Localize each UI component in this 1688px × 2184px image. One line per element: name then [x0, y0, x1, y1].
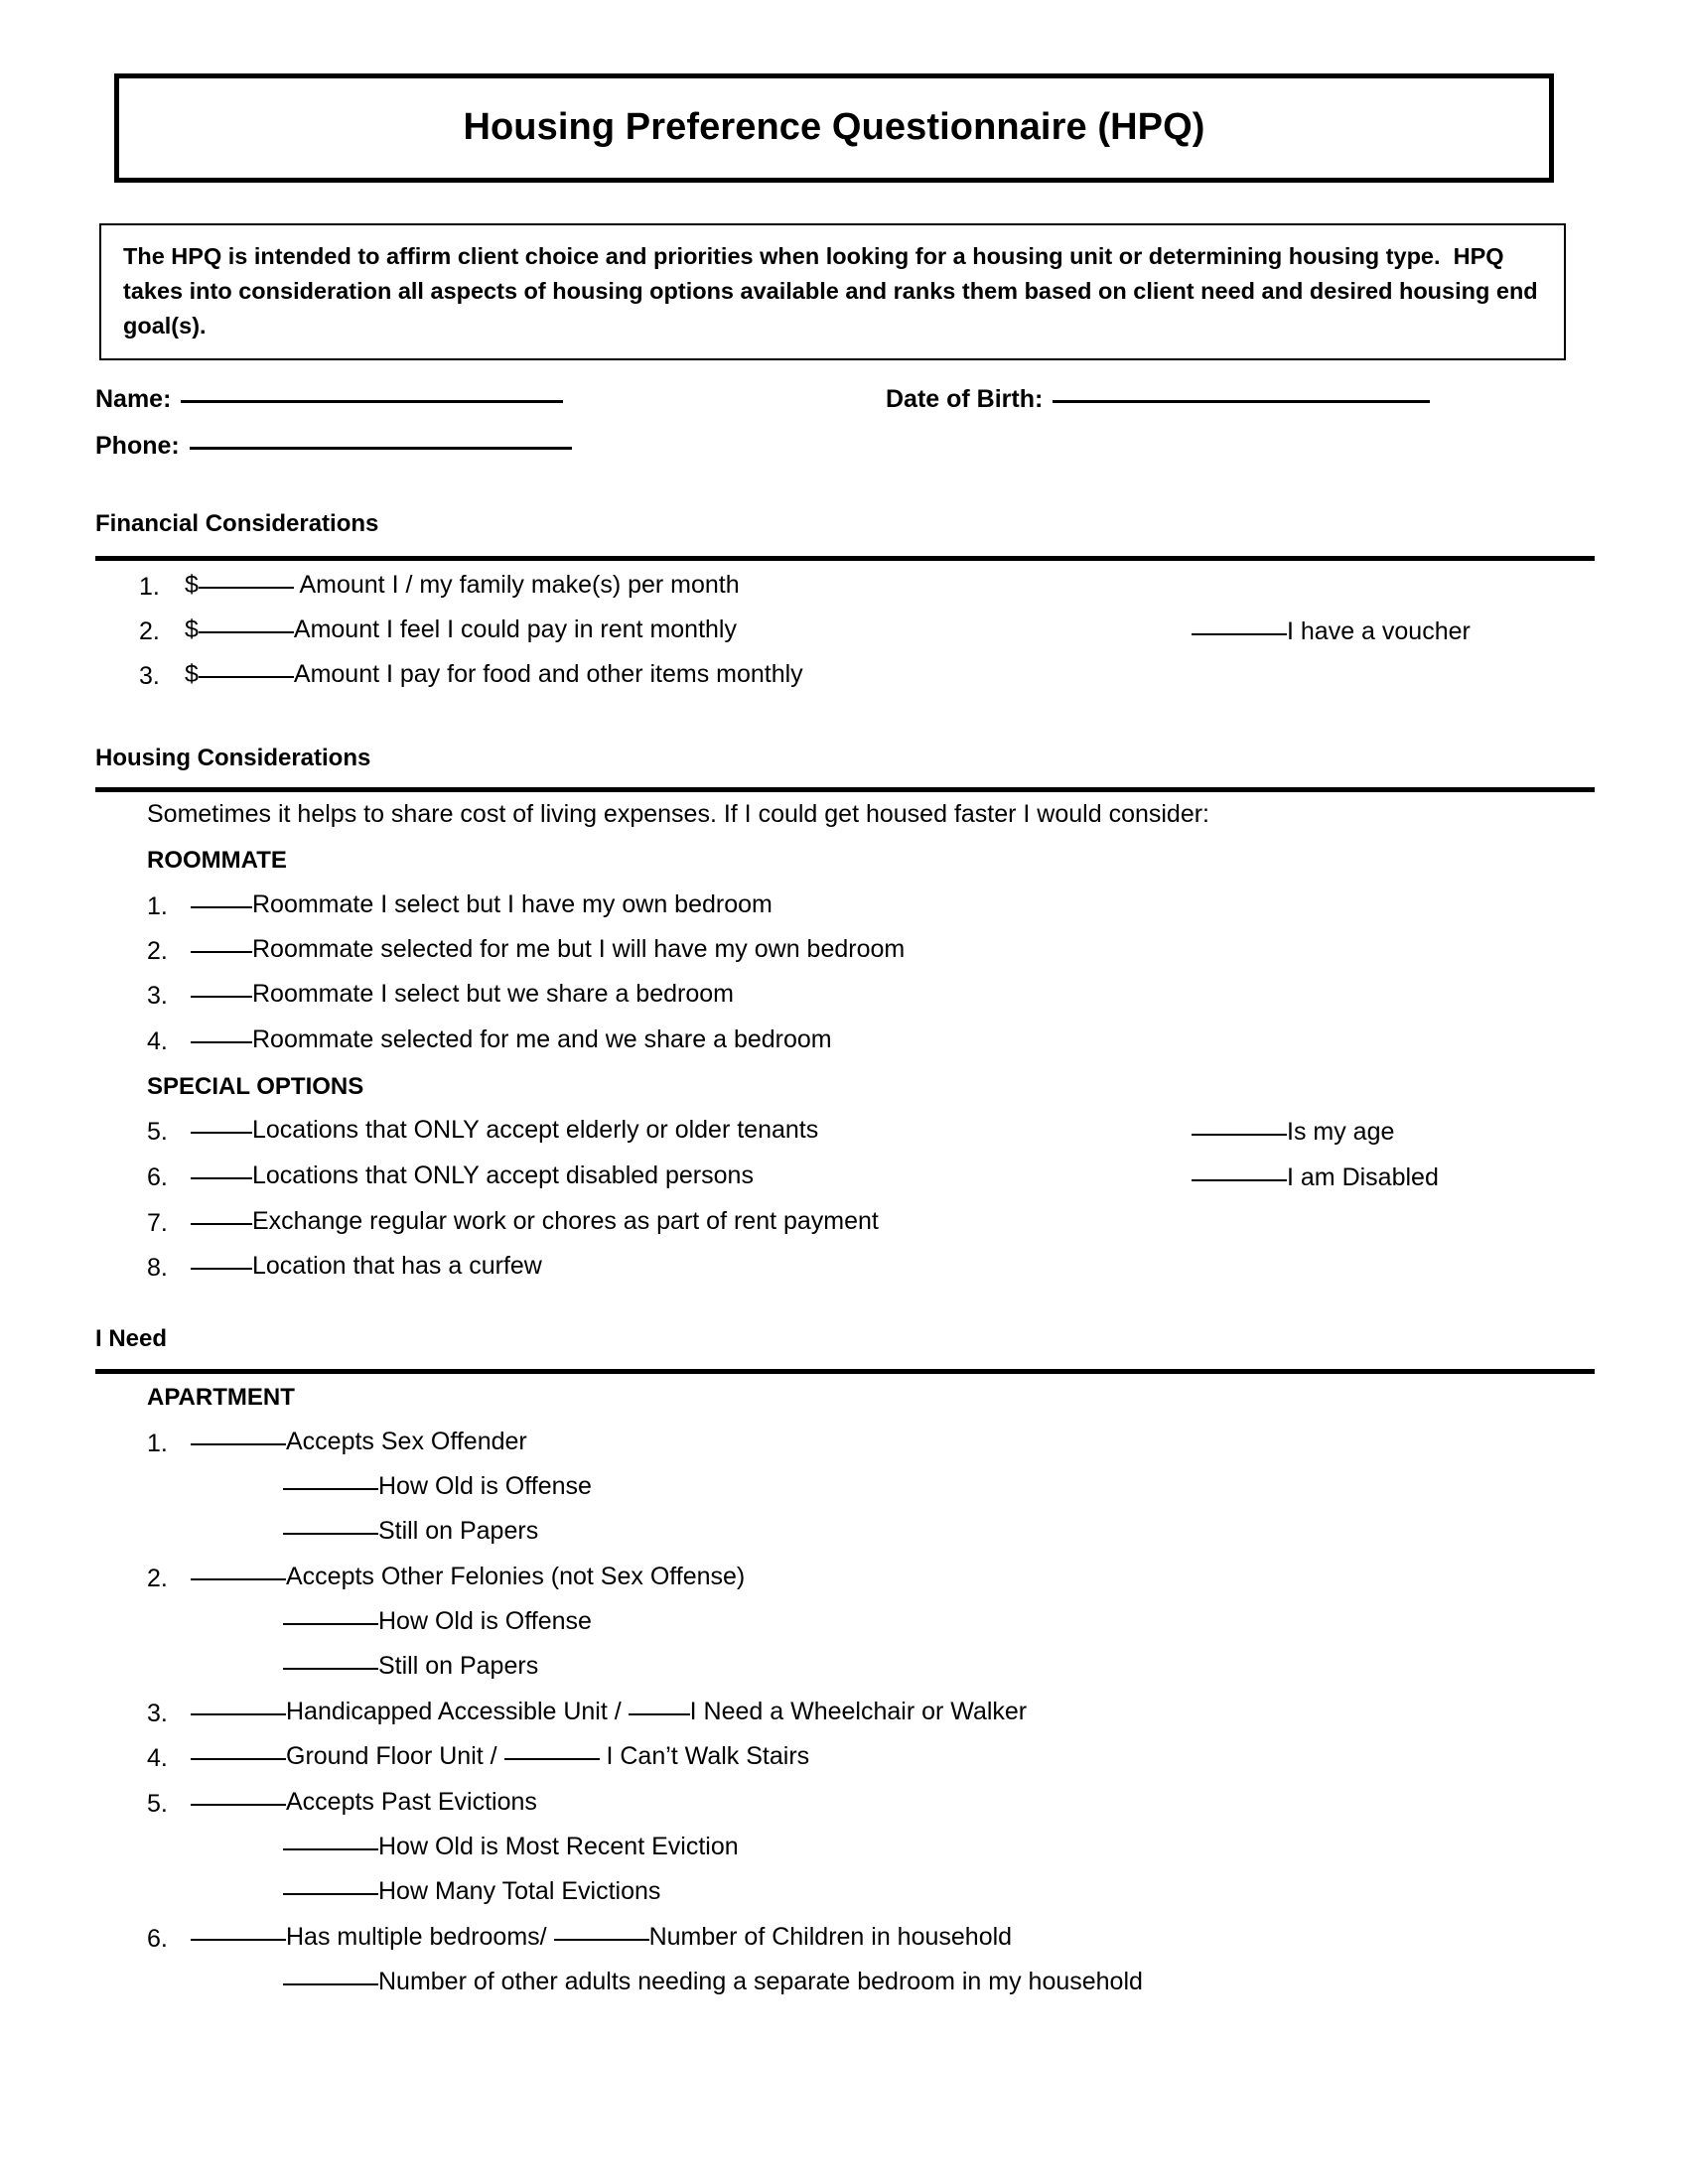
need-blank-4b[interactable]	[504, 1758, 600, 1760]
special-item-text-5: Locations that ONLY accept elderly or older tenants	[252, 1116, 819, 1144]
special-item-7	[191, 1209, 879, 1234]
voucher-label: I have a voucher	[1287, 617, 1471, 645]
special-blank-8[interactable]	[191, 1268, 252, 1270]
need-subitem-1a	[283, 1474, 592, 1499]
need-blank-3b[interactable]	[629, 1713, 690, 1715]
need-blank-6a[interactable]	[283, 1983, 378, 1985]
need-item-text-5: Accepts Past Evictions	[286, 1788, 537, 1816]
roommate-item-text-2: Roommate selected for me but I will have my own bedroom	[252, 935, 906, 963]
special-item-num-8: 8.	[147, 1254, 168, 1282]
special-item-6	[191, 1163, 754, 1188]
need-blank-2b[interactable]	[283, 1668, 378, 1670]
financial-blank-3[interactable]	[199, 676, 294, 678]
financial-item-num-2: 2.	[139, 617, 160, 645]
special-blank-7[interactable]	[191, 1223, 252, 1225]
need-item-text-1: Accepts Sex Offender	[286, 1428, 527, 1455]
need-subitem-6a	[283, 1970, 1143, 1994]
need-item-num-1: 1.	[147, 1430, 168, 1457]
need-item-text-6: Has multiple bedrooms/	[286, 1923, 554, 1951]
identity-row-1	[95, 385, 1585, 432]
roommate-item-1	[191, 892, 773, 917]
need-item-num-2: 2.	[147, 1565, 168, 1592]
intro-paragraph: The HPQ is intended to affirm client choice and priorities when looking for a housing unit or determining housing type. HPQ takes into consideration all aspects of housing options available and ranks them based on client need and desired housing end goal(s).	[123, 243, 1545, 339]
roommate-item-num-1: 1.	[147, 892, 168, 920]
voucher-blank[interactable]	[1192, 633, 1287, 635]
financial-item-text-1: Amount I / my family make(s) per month	[293, 571, 740, 599]
need-item-3	[191, 1700, 1027, 1724]
special-item-8	[191, 1254, 542, 1279]
need-item-text-4b: I Can’t Walk Stairs	[599, 1742, 810, 1770]
need-subitem-1b	[283, 1519, 538, 1544]
identity-fields	[95, 385, 1585, 478]
housing-intro-line: Sometimes it helps to share cost of living expenses. If I could get housed faster I would consider:	[147, 800, 1210, 828]
roommate-blank-2[interactable]	[191, 951, 252, 953]
special-item-5	[191, 1118, 818, 1143]
need-subitem-text-6a: Number of other adults needing a separate bedroom in my household	[378, 1968, 1143, 1995]
need-subitem-text-5a: How Old is Most Recent Eviction	[378, 1833, 739, 1860]
roommate-item-2	[191, 937, 905, 962]
financial-item-num-3: 3.	[139, 662, 160, 690]
financial-item-text-2: Amount I feel I could pay in rent monthly	[293, 615, 737, 643]
need-item-text-6b: Number of Children in household	[648, 1923, 1013, 1951]
need-item-2	[191, 1565, 745, 1589]
name-input-rule[interactable]	[181, 400, 563, 403]
disabled-blank[interactable]	[1192, 1179, 1287, 1181]
need-blank-1a[interactable]	[283, 1488, 378, 1490]
need-blank-6[interactable]	[191, 1939, 286, 1941]
need-item-num-5: 5.	[147, 1790, 168, 1818]
name-field[interactable]	[95, 385, 563, 414]
financial-item-1	[185, 573, 740, 598]
housing-rule	[95, 787, 1595, 792]
need-item-text-3b: I Need a Wheelchair or Walker	[689, 1698, 1028, 1725]
housing-heading: Housing Considerations	[95, 745, 371, 771]
need-item-num-3: 3.	[147, 1700, 168, 1727]
special-item-num-5: 5.	[147, 1118, 168, 1146]
need-item-1	[191, 1430, 527, 1454]
special-item-num-7: 7.	[147, 1209, 168, 1237]
roommate-item-num-2: 2.	[147, 937, 168, 965]
phone-input-rule[interactable]	[190, 447, 572, 450]
currency-symbol: $	[185, 615, 199, 643]
dob-input-rule[interactable]	[1053, 400, 1430, 403]
financial-item-num-1: 1.	[139, 573, 160, 601]
need-subitem-text-1a: How Old is Offense	[378, 1472, 592, 1500]
need-item-num-6: 6.	[147, 1925, 168, 1953]
roommate-item-text-1: Roommate I select but I have my own bedroom	[252, 890, 773, 918]
intro-box	[99, 223, 1566, 360]
roommate-blank-4[interactable]	[191, 1041, 252, 1043]
roommate-item-num-3: 3.	[147, 982, 168, 1010]
dob-field[interactable]	[886, 385, 1430, 414]
need-subitem-text-2b: Still on Papers	[378, 1652, 539, 1680]
need-item-text-3: Handicapped Accessible Unit /	[286, 1698, 629, 1725]
need-subitem-text-5b: How Many Total Evictions	[378, 1877, 661, 1905]
need-subitem-2b	[283, 1654, 538, 1679]
need-blank-2[interactable]	[191, 1578, 286, 1580]
financial-item-3	[185, 662, 803, 687]
need-item-6	[191, 1925, 1012, 1950]
roommate-item-text-4: Roommate selected for me and we share a bedroom	[252, 1025, 832, 1053]
phone-field[interactable]	[95, 432, 572, 461]
need-blank-4[interactable]	[191, 1758, 286, 1760]
need-subitem-2a	[283, 1609, 592, 1634]
need-blank-5b[interactable]	[283, 1893, 378, 1895]
financial-heading: Financial Considerations	[95, 510, 379, 537]
apartment-heading: APARTMENT	[147, 1384, 295, 1411]
roommate-item-4	[191, 1027, 832, 1052]
need-blank-1b[interactable]	[283, 1533, 378, 1535]
page-title: Housing Preference Questionnaire (HPQ)	[463, 106, 1205, 149]
title-box	[114, 73, 1554, 183]
age-blank[interactable]	[1192, 1134, 1287, 1136]
special-item-text-7: Exchange regular work or chores as part of rent payment	[252, 1207, 879, 1235]
need-item-num-4: 4.	[147, 1744, 168, 1772]
special-options-heading: SPECIAL OPTIONS	[147, 1073, 364, 1100]
dob-label: Date of Birth:	[886, 385, 1044, 413]
currency-symbol: $	[185, 571, 199, 599]
need-heading: I Need	[95, 1325, 168, 1352]
need-subitem-5b	[283, 1879, 660, 1904]
disabled-field	[1192, 1163, 1439, 1192]
special-item-text-8: Location that has a curfew	[252, 1252, 542, 1280]
age-label: Is my age	[1287, 1118, 1395, 1146]
need-subitem-5a	[283, 1835, 739, 1859]
special-item-num-6: 6.	[147, 1163, 168, 1191]
financial-item-2	[185, 617, 737, 642]
need-blank-2a[interactable]	[283, 1623, 378, 1625]
roommate-heading: ROOMMATE	[147, 847, 287, 874]
special-blank-5[interactable]	[191, 1132, 252, 1134]
special-blank-6[interactable]	[191, 1177, 252, 1179]
roommate-blank-1[interactable]	[191, 906, 252, 908]
identity-row-2	[95, 432, 1585, 478]
financial-blank-2[interactable]	[199, 631, 294, 633]
need-item-text-2: Accepts Other Felonies (not Sex Offense)	[286, 1563, 746, 1590]
voucher-field	[1192, 617, 1471, 646]
name-label: Name:	[95, 385, 172, 413]
roommate-item-text-3: Roommate I select but we share a bedroom	[252, 980, 734, 1008]
need-item-4	[191, 1744, 809, 1769]
roommate-blank-3[interactable]	[191, 996, 252, 998]
need-item-5	[191, 1790, 537, 1815]
need-blank-3[interactable]	[191, 1713, 286, 1715]
need-blank-1[interactable]	[191, 1443, 286, 1445]
financial-blank-1[interactable]	[199, 587, 294, 589]
financial-rule	[95, 556, 1595, 561]
disabled-label: I am Disabled	[1287, 1163, 1439, 1191]
need-subitem-text-2a: How Old is Offense	[378, 1607, 592, 1635]
financial-item-text-3: Amount I pay for food and other items monthly	[293, 660, 803, 688]
need-blank-6b[interactable]	[554, 1939, 649, 1941]
special-item-text-6: Locations that ONLY accept disabled persons	[252, 1161, 754, 1189]
need-rule	[95, 1369, 1595, 1374]
need-subitem-text-1b: Still on Papers	[378, 1517, 539, 1545]
need-blank-5a[interactable]	[283, 1848, 378, 1850]
phone-label: Phone:	[95, 432, 180, 460]
roommate-item-num-4: 4.	[147, 1027, 168, 1055]
roommate-item-3	[191, 982, 734, 1007]
age-field	[1192, 1118, 1394, 1147]
need-blank-5[interactable]	[191, 1804, 286, 1806]
need-item-text-4: Ground Floor Unit /	[286, 1742, 504, 1770]
currency-symbol: $	[185, 660, 199, 688]
